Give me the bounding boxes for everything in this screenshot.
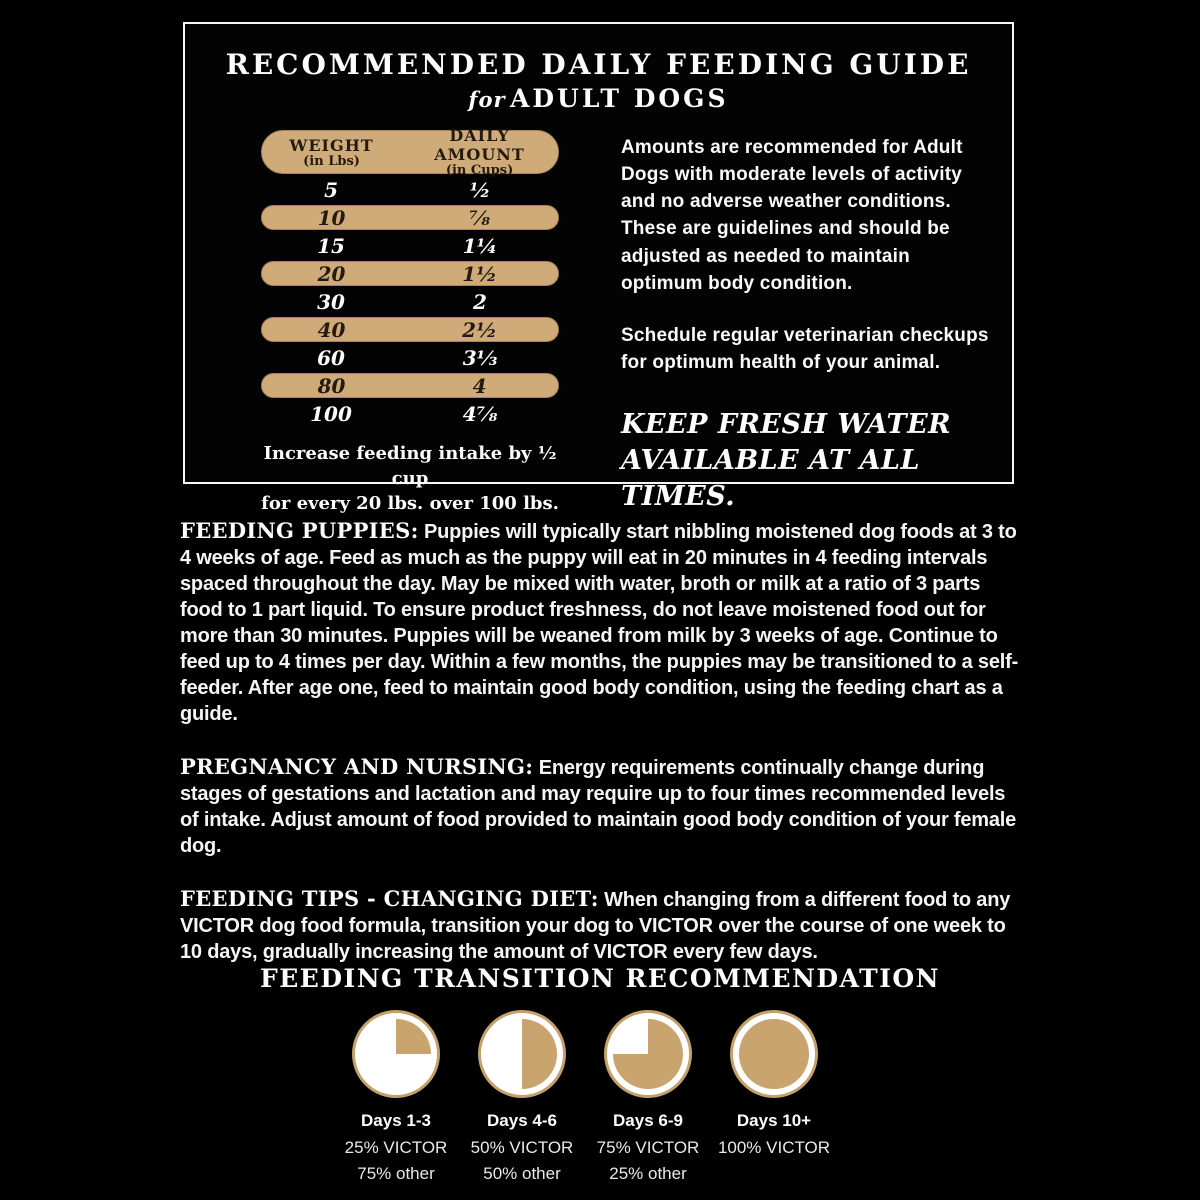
stage-days-label: Days 1-3 [361,1111,431,1130]
stage-other-label: 50% other [483,1164,561,1183]
stage-victor-label: 25% VICTOR [344,1138,448,1157]
transition-stages [0,1010,1200,1184]
stage-days-4-6 [462,1010,582,1184]
amount-value: 3⅓ [462,345,498,370]
weight-unit-label: (in Lbs) [303,153,360,169]
feeding-puppies-heading: FEEDING PUPPIES: [180,518,419,543]
stage-victor-label: 100% VICTOR [717,1138,831,1157]
stage-victor-label: 75% VICTOR [596,1138,700,1157]
feeding-puppies-body: Puppies will typically start nibbling moistened dog foods at 3 to 4 weeks of age. Feed as much as the puppy will eat in 20 minutes in 4 feeding intervals spaced throughout the day. May be mixed with water, broth or milk at a ratio of 3 parts food to 1 part liquid. To ensure product freshness, do not leave moistened food out for more than 30 minutes. Puppies will be weaned from milk by 3 weeks of age. Continue to feed up to 4 times per day. Within a few months, the puppies may be transitioned to a self-feeder. After age one, feed to maintain good body condition, using the feeding chart as a guide. [180,521,1019,725]
note-line-1: Increase feeding intake by ½ cup [263,443,557,490]
table-row [261,317,559,342]
vet-paragraph: Schedule regular veterinarian checkups for optimum health of your animal. [621,324,989,374]
table-row [261,177,559,202]
table-note [261,441,559,517]
feeding-guide-panel [183,22,1014,515]
stage-victor-label: 50% VICTOR [470,1138,574,1157]
stage-days-label: Days 6-9 [613,1111,683,1130]
amount-value: ½ [469,177,491,202]
amounts-paragraph: Amounts are recommended for Adult Dogs with moderate levels of activity and no adverse weather conditions. These are guidelines and should be adjusted as needed to maintain optimum body condition. [621,137,963,294]
table-row [261,345,559,370]
table-row [261,401,559,426]
table-row [261,261,559,286]
feeding-tips-heading: FEEDING TIPS - CHANGING DIET: [180,886,599,911]
pie-fill-25pct [361,1019,431,1089]
pregnancy-nursing-heading: PREGNANCY AND NURSING: [180,754,534,779]
stage-days-label: Days 10+ [736,1111,812,1130]
amount-value: 4 [472,373,487,398]
weight-value: 60 [317,345,345,370]
pie-fill-75pct [613,1019,683,1089]
pregnancy-nursing-section [180,754,1026,859]
panel-title: RECOMMENDED DAILY FEEDING GUIDE [225,48,972,81]
table-row [261,373,559,398]
amount-value: ⅞ [469,205,490,230]
pie-chart-100pct [730,1010,818,1098]
weight-value: 5 [324,177,338,202]
transition-title: FEEDING TRANSITION RECOMMENDATION [259,964,941,993]
feeding-tips-body: When changing from a different food to any VICTOR dog food formula, transition your dog to VICTOR over the course of one week to 10 days, gradually increasing the amount of VICTOR every few days. [180,889,1011,963]
table-row [261,289,559,314]
amount-value: 2½ [462,317,497,342]
stage-days-label: Days 4-6 [487,1111,557,1130]
weight-value: 40 [317,317,346,342]
weight-value: 15 [317,233,345,258]
table-row [261,233,559,258]
pie-chart-75pct [604,1010,692,1098]
pie-chart-50pct [478,1010,566,1098]
pregnancy-nursing-body: Energy requirements continually change during stages of gestations and lactation and may require up to four times recommended levels of intake. Adjust amount of food provided to maintain good body condition of your female dog. [180,757,1017,857]
stage-days-10-plus [714,1010,834,1184]
weight-value: 30 [317,289,345,314]
panel-subtitle [185,84,1012,113]
amount-value: 1½ [462,261,497,286]
panel-right-column [621,134,997,517]
pie-chart-25pct [352,1010,440,1098]
amount-label: DAILY AMOUNT [434,126,525,164]
transition-section [0,964,1200,1184]
stage-days-6-9 [588,1010,708,1184]
amount-unit-label: (in Cups) [445,163,514,178]
fresh-water-emphasis: KEEP FRESH WATER AVAILABLE AT ALL TIMES. [621,409,952,513]
stage-other-label: 25% other [609,1164,687,1183]
stage-other-label: 75% other [357,1164,435,1183]
weight-label: WEIGHT [289,135,374,155]
col-weight-header [262,136,401,169]
panel-body [185,126,1012,517]
feeding-puppies-section [180,518,1026,727]
weight-value: 100 [310,401,352,426]
info-sections [180,518,1026,992]
subtitle-for: for [468,87,506,112]
feeding-tips-section [180,886,1026,965]
weight-value: 10 [317,205,346,230]
pie-fill-50pct [487,1019,557,1089]
stage-days-1-3 [336,1010,456,1184]
col-amount-header [401,126,558,178]
pie-fill-100pct [739,1019,809,1089]
weight-value: 20 [317,261,346,286]
feeding-table [261,126,559,517]
amount-value: 1¼ [462,233,498,258]
note-line-2: for every 20 lbs. over 100 lbs. [261,493,559,515]
table-row [261,205,559,230]
amount-value: 4⅞ [462,401,498,426]
subtitle-adult-dogs: ADULT DOGS [509,84,729,113]
table-header [261,126,559,178]
weight-value: 80 [317,373,346,398]
amount-value: 2 [473,289,487,314]
